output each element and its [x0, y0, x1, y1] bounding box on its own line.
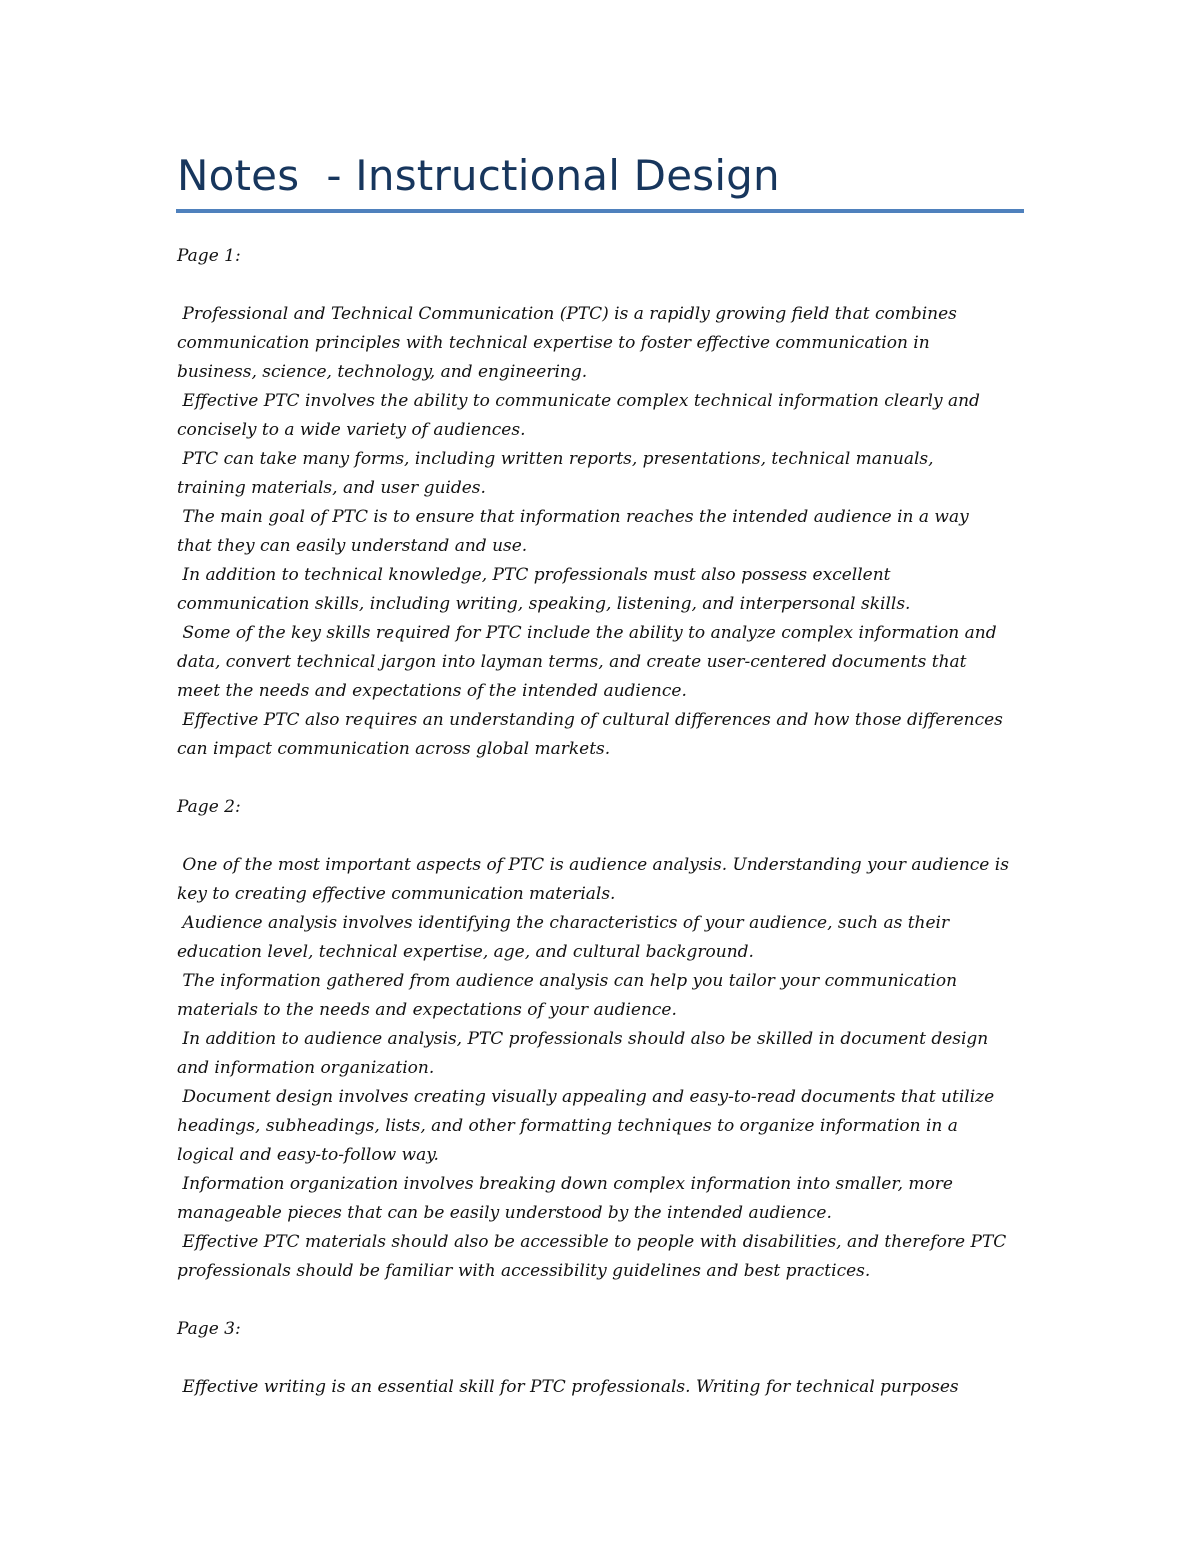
text-line: training materials, and user guides. [177, 478, 486, 498]
text-line: Effective PTC materials should also be accessible to people with disabilities, and therefore PTC [177, 1232, 1007, 1252]
text-line: One of the most important aspects of PTC is audience analysis. Understanding your audience is [177, 855, 1009, 875]
text-line: Information organization involves breaking down complex information into smaller, more [177, 1174, 953, 1194]
text-line: meet the needs and expectations of the intended audience. [177, 681, 687, 701]
text-line: Professional and Technical Communication (PTC) is a rapidly growing field that combines [177, 304, 957, 324]
text-line: headings, subheadings, lists, and other formatting techniques to organize information in a [177, 1116, 958, 1136]
text-line: that they can easily understand and use. [177, 536, 528, 556]
text-line: concisely to a wide variety of audiences. [177, 420, 526, 440]
text-line: and information organization. [177, 1058, 435, 1078]
text-line: manageable pieces that can be easily understood by the intended audience. [177, 1203, 832, 1223]
document-body [177, 242, 1037, 1431]
text-line: Effective writing is an essential skill for PTC professionals. Writing for technical purposes [177, 1377, 959, 1397]
section-page-2 [177, 793, 1037, 1286]
text-line: Some of the key skills required for PTC include the ability to analyze complex information and [177, 623, 997, 643]
text-line: The information gathered from audience analysis can help you tailor your communication [177, 971, 958, 991]
text-line: The main goal of PTC is to ensure that information reaches the intended audience in a way [177, 507, 969, 527]
section-page-3 [177, 1315, 1037, 1402]
text-line: education level, technical expertise, age, and cultural background. [177, 942, 754, 962]
text-line: key to creating effective communication materials. [177, 884, 616, 904]
title-underline-rule [176, 209, 1024, 213]
text-line: Document design involves creating visually appealing and easy-to-read documents that utilize [177, 1087, 995, 1107]
page-label: Page 1: [177, 246, 241, 266]
document-title: Notes - Instructional Design [177, 151, 780, 200]
text-line: can impact communication across global markets. [177, 739, 611, 759]
text-line: Audience analysis involves identifying the characteristics of your audience, such as their [177, 913, 950, 933]
text-line: Effective PTC also requires an understanding of cultural differences and how those differences [177, 710, 1003, 730]
text-line: In addition to technical knowledge, PTC professionals must also possess excellent [177, 565, 891, 585]
text-line: communication skills, including writing, speaking, listening, and interpersonal skills. [177, 594, 911, 614]
text-line: Effective PTC involves the ability to communicate complex technical information clearly and [177, 391, 980, 411]
page-label: Page 2: [177, 797, 241, 817]
text-line: In addition to audience analysis, PTC professionals should also be skilled in document design [177, 1029, 989, 1049]
text-line: data, convert technical jargon into layman terms, and create user-centered documents that [177, 652, 967, 672]
text-line: logical and easy-to-follow way. [177, 1145, 439, 1165]
section-label [177, 1315, 1037, 1344]
text-line: business, science, technology, and engineering. [177, 362, 588, 382]
section-label [177, 793, 1037, 822]
text-line: communication principles with technical expertise to foster effective communication in [177, 333, 930, 353]
page-label: Page 3: [177, 1319, 241, 1339]
text-line: materials to the needs and expectations of your audience. [177, 1000, 677, 1020]
section-label [177, 242, 1037, 271]
section-page-1 [177, 242, 1037, 764]
text-line: professionals should be familiar with accessibility guidelines and best practices. [177, 1261, 871, 1281]
text-line: PTC can take many forms, including written reports, presentations, technical manuals, [177, 449, 934, 469]
